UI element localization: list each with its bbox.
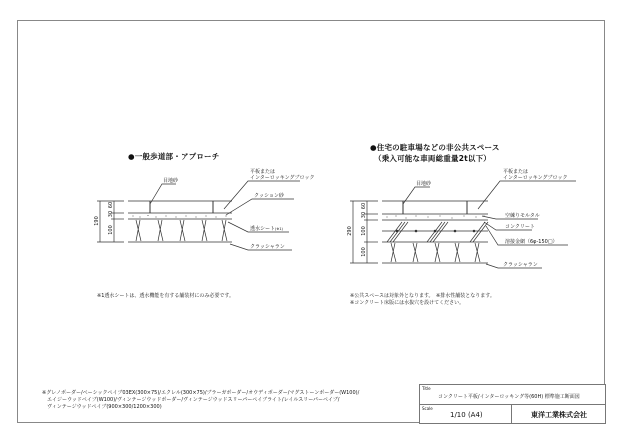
right-note-2: ※コンクリート床版には水抜穴を設けてください。 (350, 300, 465, 306)
right-dim-mortar: 30 (361, 211, 368, 219)
scale-value: 1/10 (A4) (450, 411, 483, 419)
right-label-crusher-run: クラッシャラン (503, 262, 538, 268)
permeable-sheet-mark: (※1) (275, 227, 283, 231)
right-dim-concrete: 100 (360, 226, 367, 236)
right-label-joint-sand: 目地砂 (416, 181, 432, 187)
left-dim-paver: 60 (108, 201, 115, 209)
right-label-concrete: コンクリート (505, 224, 535, 230)
right-label-paver-1: 平板または (503, 169, 529, 175)
right-dim-total: 290 (346, 226, 353, 236)
scale-caption: Scale (422, 406, 433, 411)
materials-note-1: ※グレノボーダー/ベーシックペイブ03EX(300×75)/エクレル(300×75)/ブラーガボーダー/オウディボーダー/マグストーンボーダー(W100)/ (42, 390, 360, 396)
left-label-crusher-run: クラッシャラン (250, 244, 285, 250)
left-label-joint-sand: 目地砂 (163, 178, 179, 184)
permeable-sheet-text: 透水シート (250, 226, 276, 232)
right-label-paver-2: インターロッキングブロック (503, 175, 568, 181)
materials-note-2: エイジーウッドペイブ(W100)/ヴィンテージウッドボーダー/ヴィンテージウッドスリーパーペイブライト/レイルスリーパーペイブ/ (42, 397, 340, 403)
left-label-permeable-sheet (250, 226, 283, 232)
drawing-title: コンクリート平板/インターロッキング等(60H) 標準施工断面図 (438, 394, 580, 400)
left-dim-total: 190 (93, 216, 100, 226)
left-note: ※1透水シートは、透水機能を有する舗装材にのみ必要です。 (97, 293, 234, 299)
left-dim-base: 100 (107, 225, 114, 235)
title-row (420, 385, 605, 405)
left-label-cushion-sand: クッション砂 (254, 193, 284, 199)
company-name: 東洋工業株式会社 (531, 411, 587, 419)
left-label-paver-1: 平板または (250, 169, 276, 175)
materials-note-3: ヴィンテージウッドペイブ(900×300/1200×300) (42, 404, 162, 410)
left-label-paver-2: インターロッキングブロック (250, 175, 315, 181)
right-section-title-2: （乗入可能な車両総重量2t以下） (374, 154, 492, 163)
right-label-wire-mesh: 溶接金網（6φ-150□） (505, 239, 558, 245)
left-section-title: ●一般歩道部・アプローチ (128, 152, 220, 161)
right-label-dry-mortar: 空練りモルタル (505, 213, 540, 219)
right-dim-base: 100 (360, 247, 367, 257)
scale-row (420, 405, 605, 424)
right-note-1: ※公共スペースは対象外となります。 ※排水性舗装となります。 (350, 293, 495, 299)
title-caption: Title (422, 386, 431, 391)
right-dim-paver: 60 (361, 202, 368, 210)
right-section-title-1: ●住宅の駐車場などの非公共スペース (370, 143, 500, 152)
title-block (419, 384, 606, 424)
left-dim-cushion: 30 (108, 210, 115, 218)
